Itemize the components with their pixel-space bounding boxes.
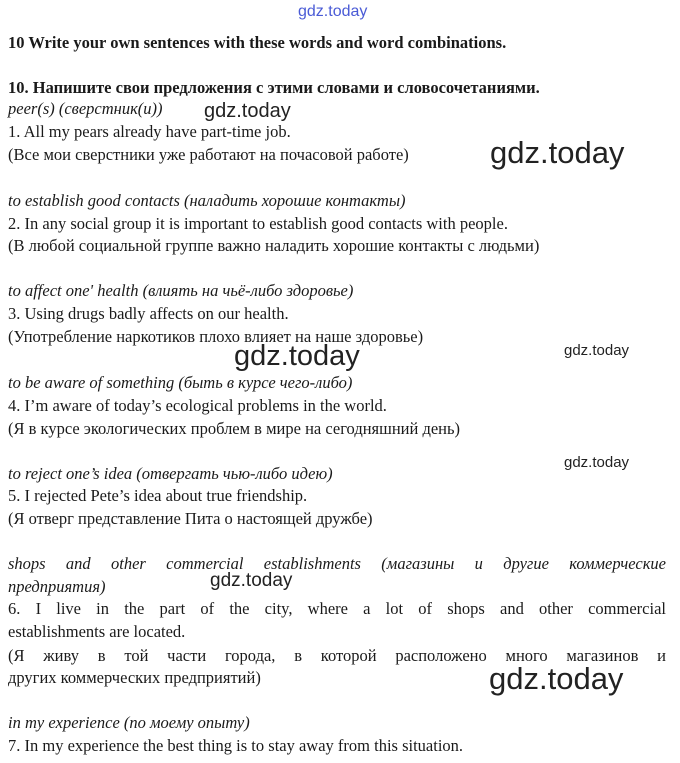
item-7-sentence: 7. In my experience the best thing is to stay away from this situation.: [8, 736, 464, 755]
item-3-phrase: to affect one' health (влиять на чьё-либо здоровье): [8, 281, 354, 300]
item-5-phrase: to reject one’s idea (отвергать чью-либо идею): [8, 464, 333, 483]
item-1-phrase: peer(s) (сверстник(и)): [8, 99, 163, 118]
watermark: gdz.today: [564, 342, 630, 359]
item-6-sentence-line-2: establishments are located.: [8, 622, 186, 641]
heading-english: 10 Write your own sentences with these words and word combinations.: [8, 33, 507, 52]
watermark: gdz.today: [210, 570, 293, 591]
item-3-translation: (Употребление наркотиков плохо влияет на наше здоровье): [8, 327, 424, 346]
item-6-translation-line-1: (Я живу в той части города, в которой расположено много магазинов и: [8, 646, 666, 665]
item-4-sentence: 4. I’m aware of today’s ecological problems in the world.: [8, 396, 387, 415]
watermark: gdz.today: [234, 340, 360, 372]
item-1-sentence: 1. All my pears already have part-time job.: [8, 122, 291, 141]
item-4-translation: (Я в курсе экологических проблем в мире на сегодняшний день): [8, 419, 461, 438]
item-5-sentence: 5. I rejected Pete’s idea about true friendship.: [8, 486, 308, 505]
item-3-sentence: 3. Using drugs badly affects on our health.: [8, 304, 289, 323]
item-1-translation: (Все мои сверстники уже работают на почасовой работе): [8, 145, 409, 164]
item-6-translation-line-2: других коммерческих предприятий): [8, 668, 261, 687]
item-7-phrase: in my experience (по моему опыту): [8, 713, 250, 732]
watermark: gdz.today: [204, 100, 291, 122]
item-5-translation: (Я отверг представление Пита о настоящей дружбе): [8, 509, 373, 528]
watermark-top: gdz.today: [298, 3, 368, 20]
heading-russian: 10. Напишите свои предложения с этими словами и словосочетаниями.: [8, 78, 540, 97]
watermark: gdz.today: [564, 454, 630, 471]
item-6-phrase-line-1: shops and other commercial establishments (магазины и другие коммерческие: [8, 554, 666, 573]
watermark: gdz.today: [490, 135, 625, 170]
item-2-phrase: to establish good contacts (наладить хорошие контакты): [8, 191, 406, 210]
watermark: gdz.today: [489, 661, 624, 696]
item-6-sentence-line-1: 6. I live in the part of the city, where a lot of shops and other commercial: [8, 599, 666, 618]
item-4-phrase: to be aware of something (быть в курсе чего-либо): [8, 373, 353, 392]
item-6-phrase-line-2: предприятия): [8, 577, 106, 596]
item-2-sentence: 2. In any social group it is important to establish good contacts with people.: [8, 214, 508, 233]
item-2-translation: (В любой социальной группе важно наладить хорошие контакты с людьми): [8, 236, 540, 255]
